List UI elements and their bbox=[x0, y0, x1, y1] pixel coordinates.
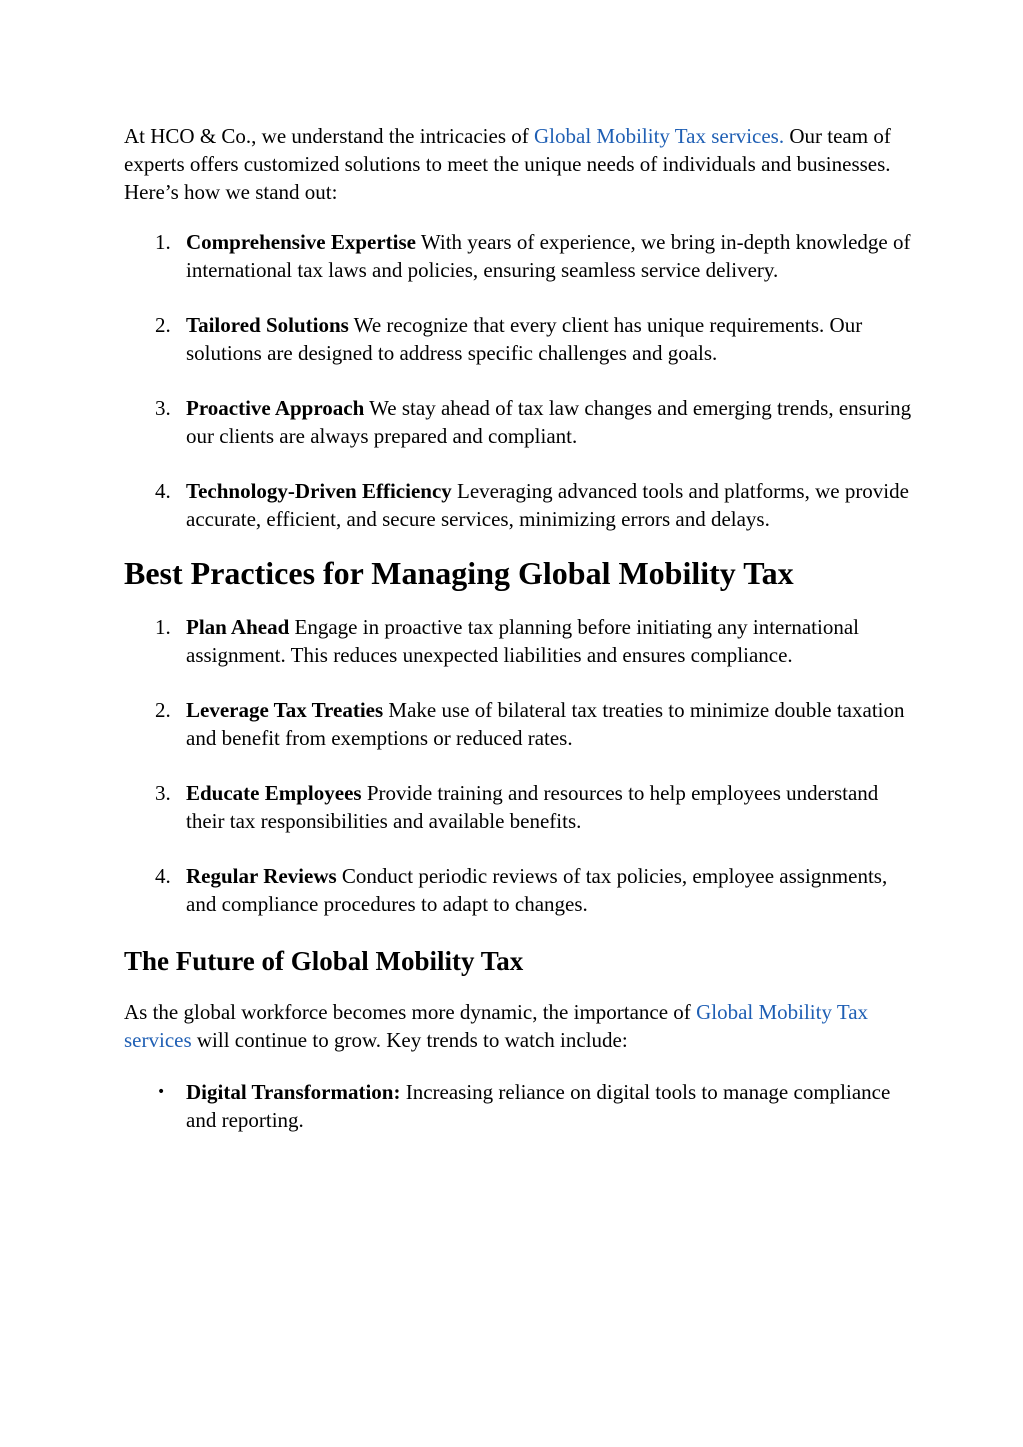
global-mobility-tax-link[interactable]: Global Mobility Tax services. bbox=[534, 124, 785, 148]
bullet-icon: • bbox=[157, 1084, 166, 1100]
list-number: 3. bbox=[155, 781, 171, 805]
list-term: Comprehensive Expertise bbox=[186, 230, 417, 254]
global-mobility-tax-link[interactable]: Global Mobility Tax services bbox=[124, 1000, 869, 1052]
list-number: 4. bbox=[155, 479, 171, 503]
list-item bbox=[124, 613, 914, 669]
list-number: 4. bbox=[155, 864, 171, 888]
future-heading: The Future of Global Mobility Tax bbox=[124, 946, 524, 976]
list-description: Increasing reliance on digital tools to manage compliance and reporting. bbox=[186, 1080, 891, 1132]
list-number: 3. bbox=[155, 396, 171, 420]
list-number: 1. bbox=[155, 230, 171, 254]
list-term: Regular Reviews bbox=[186, 864, 337, 888]
list-description: Leveraging advanced tools and platforms, we provide accurate, efficient, and secure services, minimizing errors and delays. bbox=[186, 479, 909, 531]
list-term: Proactive Approach bbox=[186, 396, 365, 420]
list-term: Tailored Solutions bbox=[186, 313, 349, 337]
best-practices-heading: Best Practices for Managing Global Mobility Tax bbox=[124, 555, 794, 591]
future-text-before: As the global workforce becomes more dynamic, the importance of bbox=[124, 1000, 697, 1024]
list-item bbox=[124, 862, 914, 918]
intro-paragraph bbox=[124, 122, 914, 206]
future-paragraph bbox=[124, 998, 914, 1054]
list-term: Educate Employees bbox=[186, 781, 362, 805]
intro-text-before: At HCO & Co., we understand the intricacies of bbox=[124, 124, 534, 148]
list-item bbox=[124, 394, 914, 450]
list-description: We recognize that every client has unique requirements. Our solutions are designed to address specific challenges and goals. bbox=[186, 313, 863, 365]
future-text-after: will continue to grow. Key trends to watch include: bbox=[191, 1028, 628, 1052]
intro-text-after: Our team of experts offers customized solutions to meet the unique needs of individuals and businesses. Here’s how we stand out: bbox=[124, 124, 891, 204]
trends-list bbox=[124, 1078, 914, 1134]
list-number: 1. bbox=[155, 615, 171, 639]
list-description: With years of experience, we bring in-depth knowledge of international tax laws and policies, ensuring seamless service delivery. bbox=[186, 230, 911, 282]
document-page bbox=[124, 122, 914, 1134]
list-item bbox=[124, 696, 914, 752]
list-term: Technology-Driven Efficiency bbox=[186, 479, 452, 503]
best-practices-list bbox=[124, 613, 914, 918]
list-number: 2. bbox=[155, 698, 171, 722]
list-item bbox=[124, 1078, 914, 1134]
list-term: Plan Ahead bbox=[186, 615, 290, 639]
list-item bbox=[124, 477, 914, 533]
list-item bbox=[124, 779, 914, 835]
list-description: Make use of bilateral tax treaties to minimize double taxation and benefit from exemptions or reduced rates. bbox=[186, 698, 905, 750]
list-description: Engage in proactive tax planning before initiating any international assignment. This reduces unexpected liabilities and ensures compliance. bbox=[186, 615, 860, 667]
list-description: Conduct periodic reviews of tax policies, employee assignments, and compliance procedures to adapt to changes. bbox=[186, 864, 888, 916]
list-term: Leverage Tax Treaties bbox=[186, 698, 384, 722]
list-item bbox=[124, 228, 914, 284]
standout-list bbox=[124, 228, 914, 533]
list-description: We stay ahead of tax law changes and emerging trends, ensuring our clients are always prepared and compliant. bbox=[186, 396, 912, 448]
list-term: Digital Transformation: bbox=[186, 1080, 401, 1104]
list-item bbox=[124, 311, 914, 367]
list-description: Provide training and resources to help employees understand their tax responsibilities and available benefits. bbox=[186, 781, 879, 833]
list-number: 2. bbox=[155, 313, 171, 337]
